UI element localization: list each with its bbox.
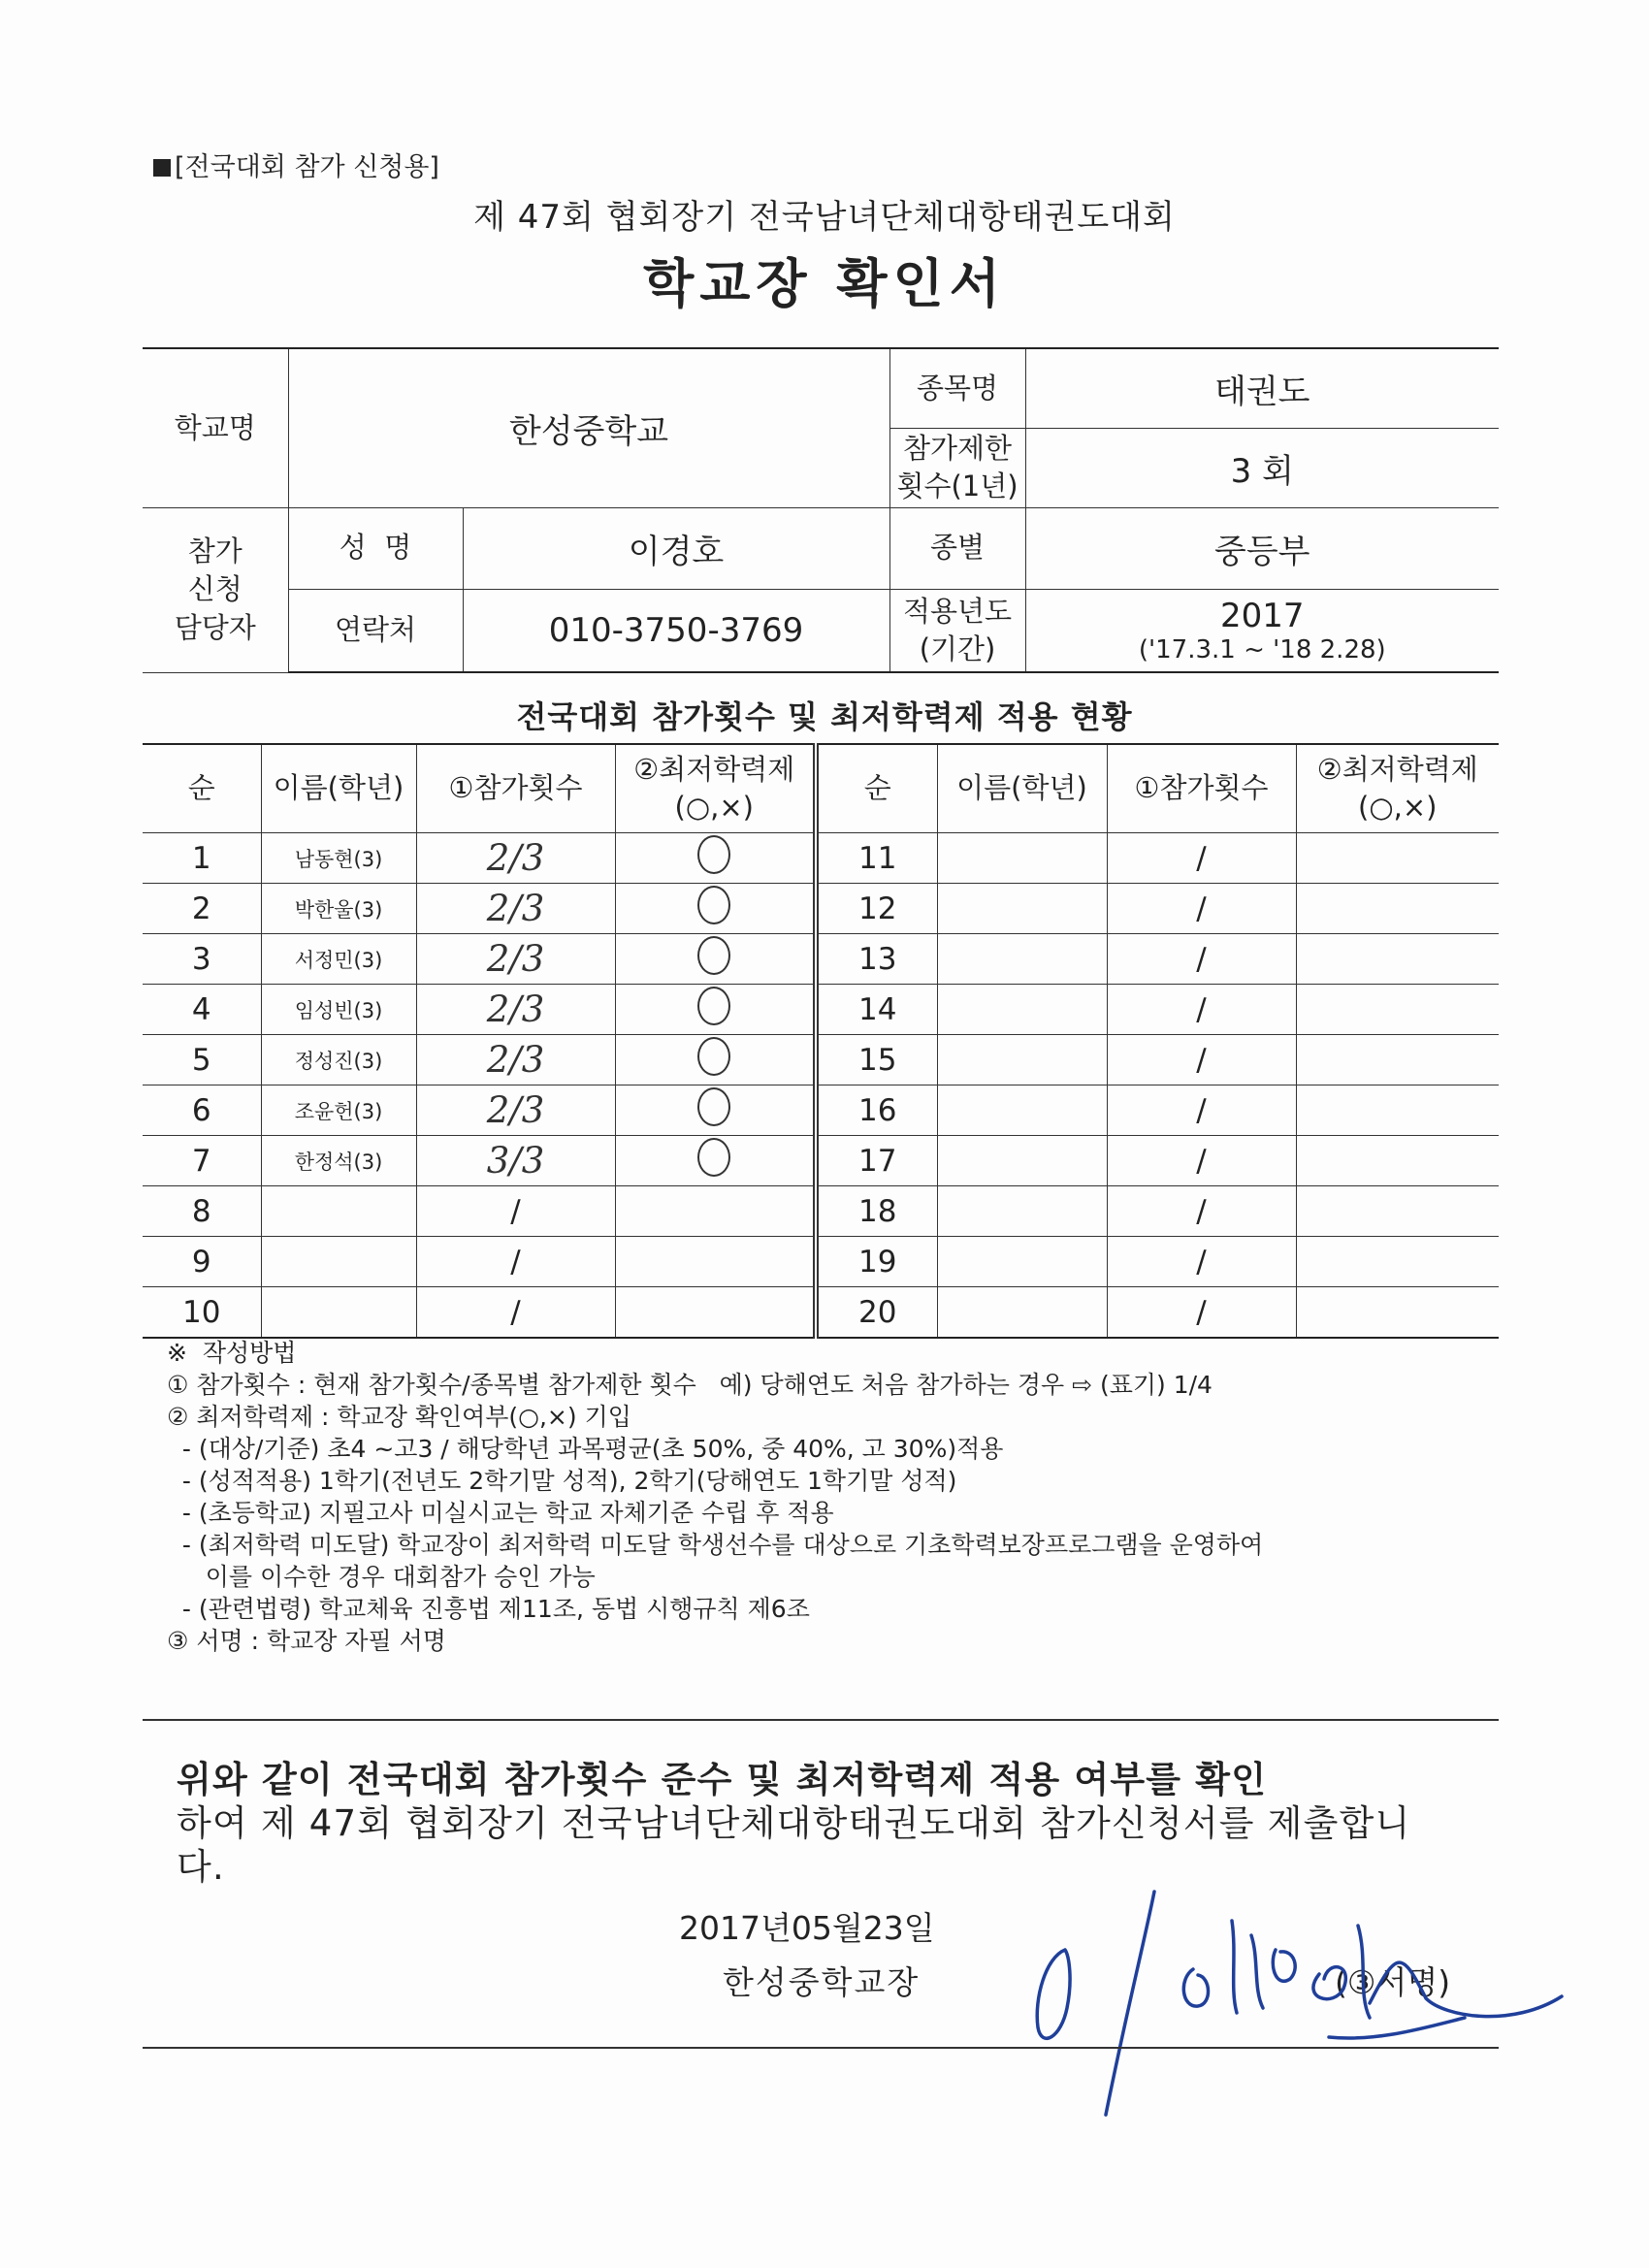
participation-count: / [1107,934,1296,985]
student-name [937,985,1107,1035]
table-row [143,1035,1499,1085]
instructions [167,1337,1263,1657]
category-value: 중등부 [1025,507,1499,589]
participation-count: / [1107,1035,1296,1085]
form-type-tag [153,146,439,183]
table-row [143,985,1499,1035]
participation-count: / [416,1287,615,1339]
student-name [261,1237,416,1287]
student-name [261,1186,416,1237]
row-number: 9 [143,1237,261,1287]
table-row [143,1237,1499,1287]
table-row [143,1186,1499,1237]
school-name-label: 학교명 [143,348,288,507]
row-number: 17 [816,1136,937,1186]
row-number: 7 [143,1136,261,1186]
bottom-divider [143,2047,1499,2049]
participation-count: / [1107,884,1296,934]
table-row [143,1287,1499,1339]
student-name [937,1287,1107,1339]
confirmation-statement [177,1758,1476,1889]
row-number: 12 [816,884,937,934]
circle-mark-icon [697,835,730,874]
status-table [143,743,1499,1339]
circle-mark-icon [697,1087,730,1126]
row-number: 18 [816,1186,937,1237]
min-academic-mark [1296,934,1499,985]
status-section-title: 전국대회 참가횟수 및 최저학력제 적용 현황 [516,698,1133,735]
phone-value: 010-3750-3769 [463,589,889,672]
name-label: 성 명 [288,507,463,589]
row-number: 11 [816,833,937,884]
school-name-value: 한성중학교 [288,348,889,507]
row-number: 20 [816,1287,937,1339]
circle-mark-icon [697,886,730,924]
student-name: 한정석(3) [261,1136,416,1186]
student-name [937,934,1107,985]
min-academic-mark [615,1035,816,1085]
student-name: 임성빈(3) [261,985,416,1035]
phone-label: 연락처 [288,589,463,672]
instruction-line: ① 참가횟수 : 현재 참가횟수/종목별 참가제한 횟수 예) 당해연도 처음 참가하는 경우 ⇨ (표기) 1/4 [167,1371,1212,1399]
table-row [143,1136,1499,1186]
handwritten-signature [1009,1882,1571,2124]
participation-count: / [1107,1085,1296,1136]
instructions-heading: ※ 작성방법 [167,1339,297,1367]
min-academic-mark [1296,1035,1499,1085]
row-number: 5 [143,1035,261,1085]
participation-limit-label: 참가제한 횟수(1년) [889,428,1025,507]
event-type-value: 태권도 [1025,348,1499,428]
form-type-label: [전국대회 참가 신청용] [175,152,439,182]
min-academic-mark [1296,884,1499,934]
participation-count: 2/3 [416,884,615,934]
min-academic-mark [615,1237,816,1287]
min-academic-mark [1296,1237,1499,1287]
col-name-left: 이름(학년) [261,744,416,833]
participation-count: / [1107,1186,1296,1237]
min-academic-mark [615,1186,816,1237]
student-name [937,1136,1107,1186]
min-academic-mark [615,1085,816,1136]
row-number: 14 [816,985,937,1035]
participation-count: / [1107,1237,1296,1287]
min-academic-mark [615,1136,816,1186]
participation-count: / [416,1186,615,1237]
min-academic-mark [615,1287,816,1339]
submission-date: 2017년05월23일 [679,1909,935,1947]
min-academic-mark [615,884,816,934]
min-academic-mark [1296,1287,1499,1339]
status-header-row [143,744,1499,833]
instruction-line: - (대상/기준) 초4 ~고3 / 해당학년 과목평균(초 50%, 중 40%, 고 30%)적용 [167,1435,1004,1463]
student-name [261,1287,416,1339]
student-name [937,884,1107,934]
participation-count: / [1107,1136,1296,1186]
participation-count: / [416,1237,615,1287]
student-name [937,1237,1107,1287]
min-academic-mark [1296,833,1499,884]
instruction-line: - (관련법령) 학교체육 진흥법 제11조, 동법 시행규칙 제6조 [167,1595,810,1623]
principal-title: 한성중학교장 [723,1963,921,2001]
student-name: 조윤헌(3) [261,1085,416,1136]
col-min-right: ②최저학력제 (○,×) [1296,744,1499,833]
circle-mark-icon [697,1138,730,1177]
participation-count: 2/3 [416,1085,615,1136]
min-academic-mark [615,833,816,884]
row-number: 2 [143,884,261,934]
table-row [143,934,1499,985]
statement-line: 다. [177,1846,225,1888]
instruction-line: - (초등학교) 지필고사 미실시교는 학교 자체기준 수립 후 적용 [167,1499,834,1527]
event-type-label: 종목명 [889,348,1025,428]
instruction-line: ③ 서명 : 학교장 자필 서명 [167,1627,446,1655]
year-value: 2017 [1220,596,1305,635]
min-academic-mark [1296,1186,1499,1237]
row-number: 10 [143,1287,261,1339]
statement-line: 하여 제 47회 협회장기 전국남녀단체대항태권도대회 참가신청서를 제출합니 [177,1802,1411,1844]
participation-count: 2/3 [416,833,615,884]
student-name [937,833,1107,884]
event-name: 제 47회 협회장기 전국남녀단체대항태권도대회 [473,198,1176,237]
divider [143,1719,1499,1721]
document-title: 학교장 확인서 [643,253,1006,314]
applied-year-value [1025,589,1499,672]
participation-count: 2/3 [416,1035,615,1085]
instruction-line: - (성적적용) 1학기(전년도 2학기말 성적), 2학기(당해연도 1학기말 성적) [167,1467,957,1495]
square-bullet-icon [153,159,171,177]
student-name [937,1186,1107,1237]
row-number: 8 [143,1186,261,1237]
participation-count: / [1107,985,1296,1035]
statement-line: 위와 같이 전국대회 참가횟수 준수 및 최저학력제 적용 여부를 확인 [177,1759,1268,1800]
min-academic-mark [615,985,816,1035]
student-name: 박한울(3) [261,884,416,934]
row-number: 1 [143,833,261,884]
participation-count: 3/3 [416,1136,615,1186]
circle-mark-icon [697,936,730,975]
student-name: 남동현(3) [261,833,416,884]
min-academic-mark [1296,1085,1499,1136]
instruction-line: 이를 이수한 경우 대회참가 승인 가능 [167,1563,596,1591]
col-count-left: ①참가횟수 [416,744,615,833]
row-number: 13 [816,934,937,985]
participation-count: 2/3 [416,934,615,985]
table-row [143,884,1499,934]
col-no-right: 순 [816,744,937,833]
applied-year-label: 적용년도 (기간) [889,589,1025,672]
row-number: 16 [816,1085,937,1136]
period-value: ('17.3.1 ~ '18 2.28) [1138,634,1386,664]
min-academic-mark [1296,985,1499,1035]
student-name [937,1035,1107,1085]
instruction-line: ② 최저학력제 : 학교장 확인여부(○,×) 기입 [167,1403,631,1431]
row-number: 15 [816,1035,937,1085]
row-number: 4 [143,985,261,1035]
col-no-left: 순 [143,744,261,833]
category-label: 종별 [889,507,1025,589]
min-academic-mark [1296,1136,1499,1186]
row-number: 6 [143,1085,261,1136]
min-academic-mark [615,934,816,985]
student-name [937,1085,1107,1136]
student-name: 서정민(3) [261,934,416,985]
table-row [143,833,1499,884]
circle-mark-icon [697,1037,730,1076]
col-min-left: ②최저학력제 (○,×) [615,744,816,833]
row-number: 3 [143,934,261,985]
col-name-right: 이름(학년) [937,744,1107,833]
name-value: 이경호 [463,507,889,589]
participation-count: / [1107,833,1296,884]
instructions-list [167,1369,1263,1657]
table-row [143,1085,1499,1136]
participation-count: 2/3 [416,985,615,1035]
contact-person-label: 참가 신청 담당자 [143,507,288,672]
student-name: 정성진(3) [261,1035,416,1085]
info-table [143,347,1499,673]
circle-mark-icon [697,987,730,1025]
signature-label: (③서명) [1335,1963,1451,2001]
participation-count: / [1107,1287,1296,1339]
participation-limit-value: 3 회 [1025,428,1499,507]
col-count-right: ①참가횟수 [1107,744,1296,833]
row-number: 19 [816,1237,937,1287]
instruction-line: - (최저학력 미도달) 학교장이 최저학력 미도달 학생선수를 대상으로 기초학력보장프로그램을 운영하여 [167,1531,1264,1559]
